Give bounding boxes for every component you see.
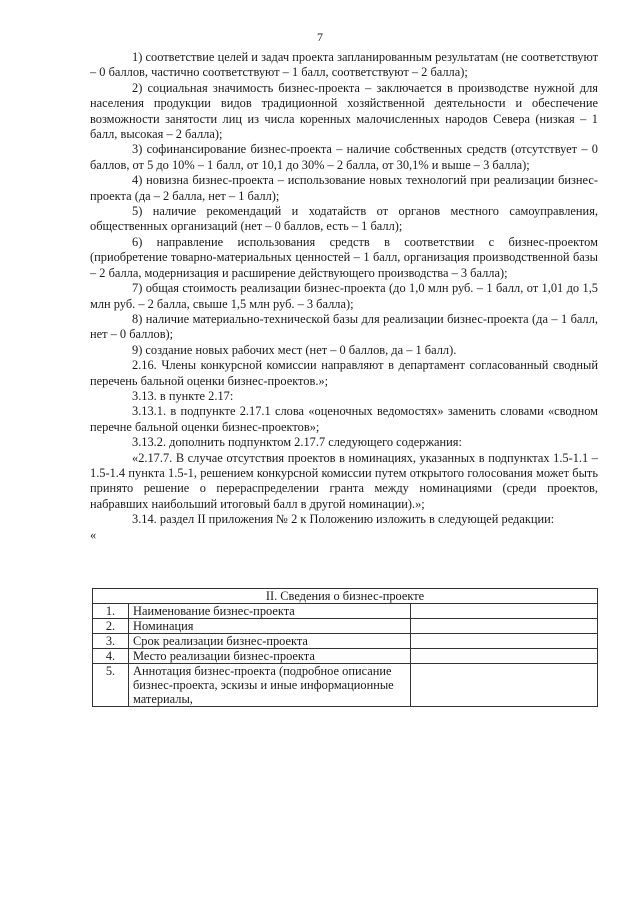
paragraph-3-13-1: 3.13.1. в подпункте 2.17.1 слова «оценочных ведомостях» заменить словами «сводном перечне бальной оценки бизнес-проектов»; [90,404,598,434]
row-number: 2. [93,619,129,634]
row-number: 5. [93,664,129,707]
row-value [411,649,598,664]
row-label: Номинация [129,619,411,634]
row-label: Наименование бизнес-проекта [129,604,411,619]
row-number: 1. [93,604,129,619]
table-row [93,664,598,707]
opening-quote-mark: « [90,527,97,542]
business-project-info-table [92,588,598,707]
paragraph-criterion-9: 9) создание новых рабочих мест (нет – 0 баллов, да – 1 балл). [132,342,457,357]
paragraph-2-17-7: «2.17.7. В случае отсутствия проектов в номинациях, указанных в подпунктах 1.5-1.1 – 1.5-1.4 пункта 1.5-1, решением конкурсной комиссии путем открытого голосования может быть принято решение о перераспределении гранта между номинациями (среди проектов, набравших наибольший итоговый балл в другой номинации).»; [90,450,598,511]
paragraph-2-16: 2.16. Члены конкурсной комиссии направляют в департамент согласованный сводный перечень бальной оценки бизнес-проектов.»; [90,358,598,388]
row-value [411,604,598,619]
table-header: II. Сведения о бизнес-проекте [93,589,598,604]
table-row [93,604,598,619]
paragraph-criterion-2: 2) социальная значимость бизнес-проекта – заключается в производстве нужной для населения продукции видов традиционной хозяйственной деятельности и обеспечение возможности занятости лиц из числа коренных малочисленных народов Севера (низкая – 1 балл, высокая – 2 балла); [90,80,598,142]
row-label: Место реализации бизнес-проекта [129,649,411,664]
row-value [411,619,598,634]
row-value [411,664,598,707]
table-row [93,649,598,664]
row-label: Аннотация бизнес-проекта (подробное описание бизнес-проекта, эскизы и иные информационные материалы, [129,664,411,707]
paragraph-criterion-8: 8) наличие материально-технической базы для реализации бизнес-проекта (да – 1 балл, нет – 0 баллов); [90,311,598,342]
paragraph-3-13-2: 3.13.2. дополнить подпунктом 2.17.7 следующего содержания: [132,435,462,450]
paragraph-criterion-1: 1) соответствие целей и задач проекта запланированным результатам (не соответствуют – 0 баллов, частично соответствуют – 1 балл, соответствуют – 2 балла); [90,50,598,80]
paragraph-3-14: 3.14. раздел II приложения № 2 к Положению изложить в следующей редакции: [132,512,555,527]
paragraph-3-13: 3.13. в пункте 2.17: [132,388,234,403]
table-row [93,634,598,649]
paragraph-criterion-4: 4) новизна бизнес-проекта – использование новых технологий при реализации бизнес-проекта (да – 2 балла, нет – 1 балл); [90,173,598,203]
paragraph-criterion-3: 3) софинансирование бизнес-проекта – наличие собственных средств (отсутствует – 0 баллов, от 5 до 10% – 1 балл, от 10,1 до 30% – 2 балла, от 30,1% и выше – 3 балла); [90,142,598,172]
row-number: 3. [93,634,129,649]
row-label: Срок реализации бизнес-проекта [129,634,411,649]
document-body [90,50,598,543]
paragraph-criterion-7: 7) общая стоимость реализации бизнес-проекта (до 1,0 млн руб. – 1 балл, от 1,01 до 1,5 млн руб. – 2 балла, свыше 1,5 млн руб. – 3 балла); [90,281,598,311]
row-number: 4. [93,649,129,664]
table-header-row [93,589,598,604]
paragraph-criterion-5: 5) наличие рекомендаций и ходатайств от органов местного самоуправления, общественных организаций (нет – 0 баллов, есть – 1 балл); [90,204,598,234]
table-row [93,619,598,634]
row-value [411,634,598,649]
page-number: 7 [317,30,323,44]
paragraph-criterion-6: 6) направление использования средств в соответствии с бизнес-проектом (приобретение товарно-материальных ценностей – 1 балл, организация производственной базы – 2 балла, модернизация и расширение действующего производства – 3 балла); [90,234,598,280]
